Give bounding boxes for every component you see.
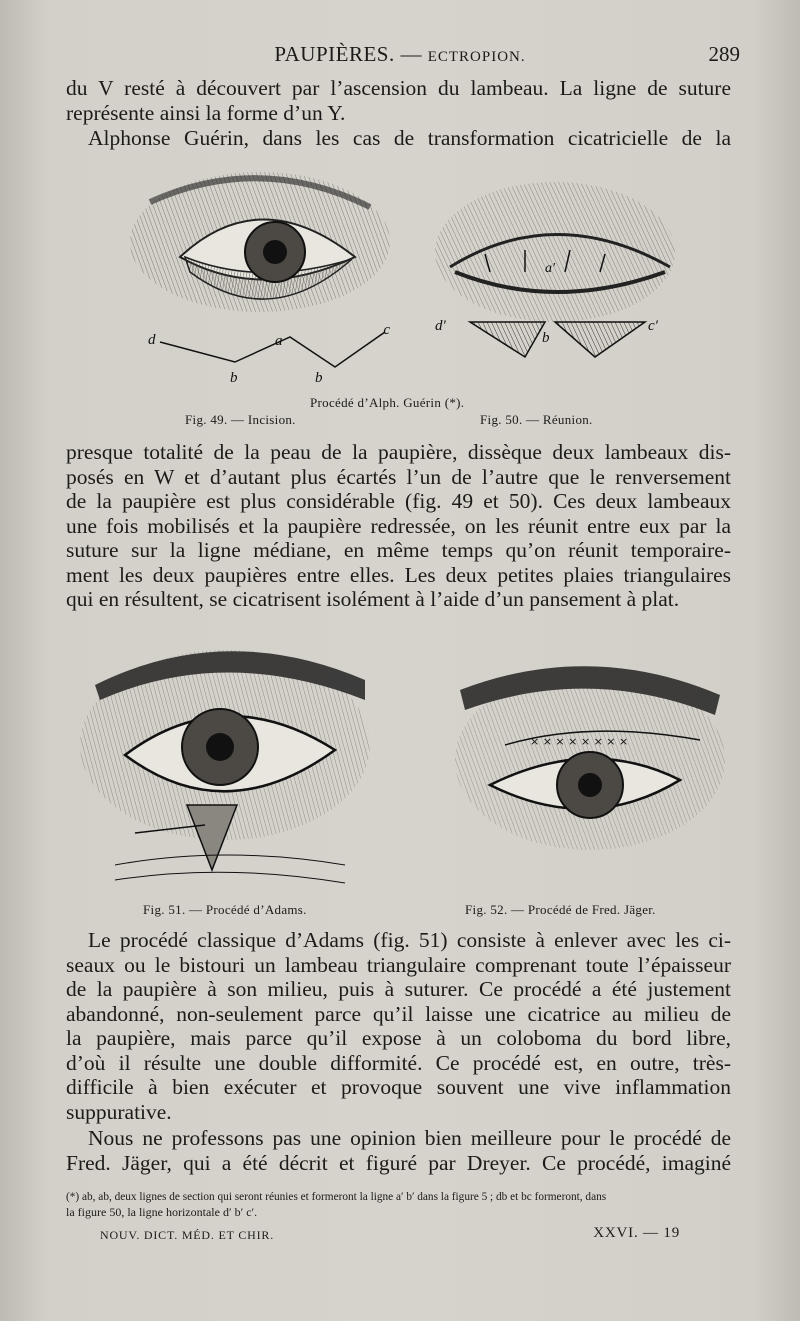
text-line: Alphonse Guérin, dans les cas de transformation cicatricielle de la <box>88 126 731 150</box>
text-line: la paupière, mais parce qu’il expose à un coloboma du bord libre, <box>66 1026 731 1050</box>
text-line: posés en W et d’autant plus écartés l’un de l’autre que le renversement <box>66 464 731 489</box>
page-footer <box>100 1225 680 1243</box>
text-line: représente ainsi la forme d’un Y. <box>66 100 346 125</box>
w-incision-line <box>160 332 385 367</box>
label-c-prime: c′ <box>648 318 658 334</box>
text-line: suture sur la ligne médiane, en même temps qu’on réunit temporaire- <box>66 538 731 562</box>
figure-52-jager-engraving <box>450 640 730 860</box>
running-title-main: PAUPIÈRES. — <box>274 42 428 66</box>
text-line: abandonné, non-seulement parce qu’il laisse une cicatrice au milieu de <box>66 1001 731 1026</box>
text-line: suppurative. <box>66 1099 172 1124</box>
text-line: d’où il résulte une double difformité. Ce procédé est, en outre, très- <box>66 1050 731 1075</box>
label-a: a <box>275 333 283 349</box>
footnote-line: (*) ab, ab, deux lignes de section qui seront réunies et formeront la ligne a′ b′ dans la figure 5 ; db et bc formeront, dans <box>66 1191 607 1203</box>
footer-signature: NOUV. DICT. MÉD. ET CHIR. <box>100 1228 275 1242</box>
footer-sheet-mark: XXVI. — 19 <box>593 1225 680 1241</box>
text-line: seaux ou le bistouri un lambeau triangulaire comprenant toute l’épaisseur <box>66 952 731 977</box>
label-a-prime: a′ <box>545 261 556 276</box>
paragraph-4 <box>66 928 731 1124</box>
text-line: presque totalité de la peau de la paupière, dissèque deux lambeaux dis- <box>66 440 731 464</box>
text-line: qui en résultent, se cicatrisent isolément à l’aide d’un pansement à plat. <box>66 587 680 611</box>
paragraph-1 <box>66 76 731 125</box>
text-line: du V resté à découvert par l’ascension du lambeau. La ligne de suture <box>66 76 731 100</box>
text-line: une fois mobilisés et la paupière redressée, on les réunit entre eux par la <box>66 513 731 538</box>
text-line: Nous ne professons pas une opinion bien meilleure pour le procédé de <box>88 1126 731 1150</box>
label-b-right: b <box>315 370 323 386</box>
label-b-prime: b <box>542 330 550 346</box>
page-number: 289 <box>708 42 740 66</box>
caption-fig-50: Fig. 50. — Réunion. <box>480 412 593 427</box>
figure-49-incision-engraving <box>120 162 390 387</box>
paragraph-3 <box>66 440 731 612</box>
caption-fig-49: Fig. 49. — Incision. <box>185 412 296 427</box>
pupil-icon <box>263 240 287 264</box>
pupil-icon <box>578 773 602 797</box>
svg-text:× × × × × × × ×: × × × × × × × × <box>530 735 629 748</box>
text-line: difficile à bien exécuter et provoque souvent une vive inflammation <box>66 1075 731 1099</box>
footnote <box>66 1190 731 1220</box>
running-title-section: ECTROPION. <box>427 49 526 65</box>
pupil-icon <box>206 733 234 761</box>
caption-fig-52: Fig. 52. — Procédé de Fred. Jäger. <box>465 902 656 917</box>
triangular-wound-left <box>470 322 545 357</box>
figure-51-adams-engraving <box>75 625 375 900</box>
triangular-wound-right <box>555 322 645 357</box>
running-header <box>60 42 740 72</box>
label-b-left: b <box>230 370 238 386</box>
footnote-line: la figure 50, la ligne horizontale d′ b′ c′. <box>66 1205 258 1219</box>
text-line: de la paupière à son milieu, puis à suturer. Ce procédé a été justement <box>66 977 731 1001</box>
text-line: Le procédé classique d’Adams (fig. 51) consiste à enlever avec les ci- <box>88 928 731 952</box>
label-d: d <box>148 332 156 348</box>
text-line: Fred. Jäger, qui a été décrit et figuré par Dreyer. Ce procédé, imaginé <box>66 1150 731 1175</box>
label-d-prime: d′ <box>435 318 446 334</box>
text-line: de la paupière est plus considérable (fig. 49 et 50). Ces deux lambeaux <box>66 489 731 513</box>
text-line: ment les deux paupières entre elles. Les deux petites plaies triangulaires <box>66 562 731 587</box>
running-title <box>60 42 740 67</box>
figure-50-reunion-engraving <box>430 172 680 367</box>
label-c: c <box>383 322 390 338</box>
caption-shared: Procédé d’Alph. Guérin (*). <box>310 395 465 410</box>
caption-fig-51: Fig. 51. — Procédé d’Adams. <box>143 902 307 917</box>
paragraph-2 <box>66 126 731 151</box>
paragraph-5 <box>66 1126 731 1175</box>
